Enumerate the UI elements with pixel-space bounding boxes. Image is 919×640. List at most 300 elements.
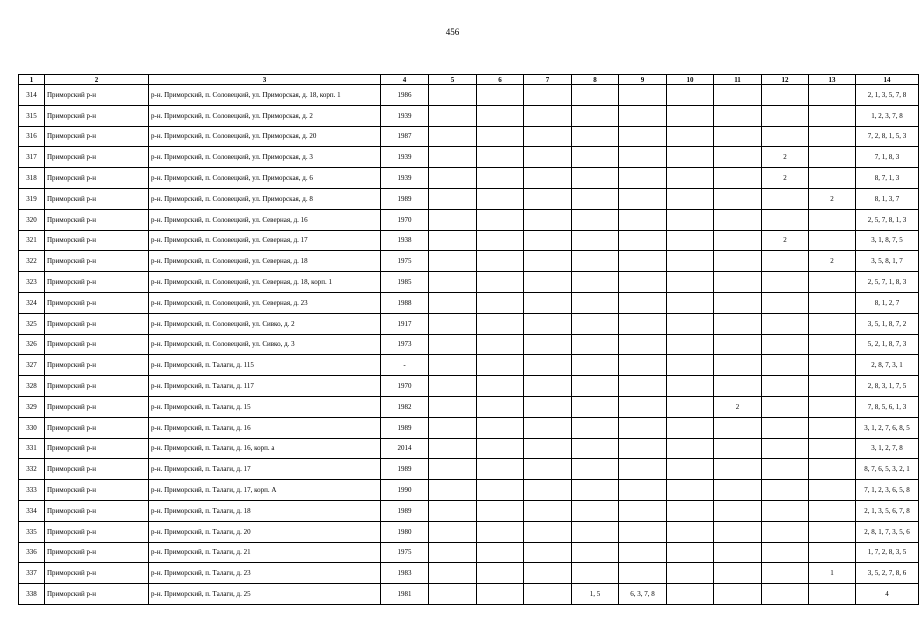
col13-cell — [809, 480, 856, 501]
col13-cell — [809, 147, 856, 168]
col7-cell — [524, 584, 572, 605]
row-number: 331 — [19, 438, 45, 459]
col6-cell — [477, 272, 524, 293]
address-cell: р-н. Приморский, п. Талаги, д. 17 — [149, 459, 381, 480]
col8-cell — [572, 417, 619, 438]
col12-cell — [762, 251, 809, 272]
col5-cell — [429, 563, 477, 584]
table-row — [19, 376, 919, 397]
address-cell: р-н. Приморский, п. Талаги, д. 15 — [149, 396, 381, 417]
column-header: 11 — [714, 75, 762, 85]
col9-cell — [619, 563, 667, 584]
col11-cell — [714, 521, 762, 542]
col6-cell — [477, 459, 524, 480]
col12-cell — [762, 355, 809, 376]
col9-cell — [619, 251, 667, 272]
col14-cell: 2, 8, 7, 3, 1 — [856, 355, 919, 376]
address-cell: р-н. Приморский, п. Соловецкий, ул. Приморская, д. 18, корп. 1 — [149, 85, 381, 106]
header-row — [19, 75, 919, 85]
col11-cell — [714, 188, 762, 209]
col6-cell — [477, 292, 524, 313]
row-number: 320 — [19, 209, 45, 230]
col8-cell — [572, 376, 619, 397]
col6-cell — [477, 563, 524, 584]
col5-cell — [429, 292, 477, 313]
col11-cell — [714, 230, 762, 251]
district-cell: Приморский р-н — [45, 396, 149, 417]
col13-cell: 1 — [809, 563, 856, 584]
row-number: 314 — [19, 85, 45, 106]
col10-cell — [667, 168, 714, 189]
col6-cell — [477, 209, 524, 230]
col14-cell: 2, 1, 3, 5, 7, 8 — [856, 85, 919, 106]
district-cell: Приморский р-н — [45, 230, 149, 251]
col8-cell — [572, 438, 619, 459]
row-number: 332 — [19, 459, 45, 480]
col5-cell — [429, 334, 477, 355]
col8-cell — [572, 500, 619, 521]
district-cell: Приморский р-н — [45, 376, 149, 397]
page-number: 456 — [445, 27, 460, 37]
col6-cell — [477, 105, 524, 126]
col10-cell — [667, 209, 714, 230]
col9-cell — [619, 355, 667, 376]
row-number: 324 — [19, 292, 45, 313]
col7-cell — [524, 272, 572, 293]
column-header: 1 — [19, 75, 45, 85]
year-cell: 1989 — [381, 459, 429, 480]
table-row — [19, 480, 919, 501]
col13-cell — [809, 500, 856, 521]
row-number: 328 — [19, 376, 45, 397]
col5-cell — [429, 500, 477, 521]
column-header: 3 — [149, 75, 381, 85]
col5-cell — [429, 521, 477, 542]
col11-cell — [714, 500, 762, 521]
col6-cell — [477, 147, 524, 168]
col6-cell — [477, 584, 524, 605]
year-cell: 1980 — [381, 521, 429, 542]
table-row — [19, 126, 919, 147]
col13-cell — [809, 542, 856, 563]
district-cell: Приморский р-н — [45, 147, 149, 168]
col7-cell — [524, 500, 572, 521]
col14-cell: 8, 7, 6, 5, 3, 2, 1 — [856, 459, 919, 480]
col9-cell — [619, 438, 667, 459]
col14-cell: 2, 8, 1, 7, 3, 5, 6 — [856, 521, 919, 542]
col7-cell — [524, 459, 572, 480]
col11-cell — [714, 417, 762, 438]
year-cell: 1989 — [381, 188, 429, 209]
col6-cell — [477, 542, 524, 563]
col12-cell — [762, 105, 809, 126]
col12-cell — [762, 417, 809, 438]
col11-cell — [714, 147, 762, 168]
year-cell: 1981 — [381, 584, 429, 605]
col14-cell: 3, 1, 8, 7, 5 — [856, 230, 919, 251]
col10-cell — [667, 376, 714, 397]
col12-cell — [762, 85, 809, 106]
col10-cell — [667, 355, 714, 376]
year-cell: 1982 — [381, 396, 429, 417]
table-row — [19, 396, 919, 417]
col9-cell — [619, 126, 667, 147]
col5-cell — [429, 272, 477, 293]
year-cell: 2014 — [381, 438, 429, 459]
year-cell: 1970 — [381, 376, 429, 397]
col6-cell — [477, 313, 524, 334]
table-row — [19, 251, 919, 272]
col8-cell — [572, 396, 619, 417]
col14-cell: 8, 1, 3, 7 — [856, 188, 919, 209]
address-cell: р-н. Приморский, п. Соловецкий, ул. Приморская, д. 3 — [149, 147, 381, 168]
col10-cell — [667, 105, 714, 126]
col8-cell — [572, 230, 619, 251]
col7-cell — [524, 563, 572, 584]
col7-cell — [524, 292, 572, 313]
col13-cell — [809, 376, 856, 397]
row-number: 336 — [19, 542, 45, 563]
col11-cell — [714, 209, 762, 230]
col13-cell — [809, 417, 856, 438]
col7-cell — [524, 126, 572, 147]
year-cell: 1987 — [381, 126, 429, 147]
row-number: 317 — [19, 147, 45, 168]
col9-cell — [619, 417, 667, 438]
address-cell: р-н. Приморский, п. Соловецкий, ул. Сивко, д. 3 — [149, 334, 381, 355]
col12-cell: 2 — [762, 147, 809, 168]
col10-cell — [667, 85, 714, 106]
col8-cell — [572, 521, 619, 542]
col5-cell — [429, 438, 477, 459]
row-number: 333 — [19, 480, 45, 501]
address-cell: р-н. Приморский, п. Талаги, д. 115 — [149, 355, 381, 376]
col10-cell — [667, 542, 714, 563]
col9-cell — [619, 521, 667, 542]
col8-cell — [572, 251, 619, 272]
table-row — [19, 209, 919, 230]
col13-cell — [809, 126, 856, 147]
col5-cell — [429, 85, 477, 106]
table-row — [19, 459, 919, 480]
col12-cell — [762, 438, 809, 459]
col7-cell — [524, 105, 572, 126]
col12-cell — [762, 584, 809, 605]
col7-cell — [524, 147, 572, 168]
col10-cell — [667, 292, 714, 313]
year-cell: - — [381, 355, 429, 376]
col5-cell — [429, 417, 477, 438]
col7-cell — [524, 396, 572, 417]
year-cell: 1985 — [381, 272, 429, 293]
col9-cell — [619, 396, 667, 417]
address-cell: р-н. Приморский, п. Соловецкий, ул. Приморская, д. 8 — [149, 188, 381, 209]
row-number: 338 — [19, 584, 45, 605]
col11-cell — [714, 105, 762, 126]
col13-cell — [809, 230, 856, 251]
row-number: 327 — [19, 355, 45, 376]
col8-cell — [572, 209, 619, 230]
col8-cell — [572, 292, 619, 313]
column-header: 2 — [45, 75, 149, 85]
address-cell: р-н. Приморский, п. Соловецкий, ул. Северная, д. 23 — [149, 292, 381, 313]
table-row — [19, 292, 919, 313]
district-cell: Приморский р-н — [45, 292, 149, 313]
col14-cell: 2, 1, 3, 5, 6, 7, 8 — [856, 500, 919, 521]
row-number: 319 — [19, 188, 45, 209]
row-number: 329 — [19, 396, 45, 417]
table-row — [19, 521, 919, 542]
col10-cell — [667, 480, 714, 501]
col13-cell — [809, 105, 856, 126]
col14-cell: 1, 7, 2, 8, 3, 5 — [856, 542, 919, 563]
col10-cell — [667, 417, 714, 438]
row-number: 323 — [19, 272, 45, 293]
address-cell: р-н. Приморский, п. Талаги, д. 20 — [149, 521, 381, 542]
col11-cell — [714, 251, 762, 272]
col7-cell — [524, 334, 572, 355]
table-row — [19, 334, 919, 355]
col7-cell — [524, 438, 572, 459]
district-cell: Приморский р-н — [45, 542, 149, 563]
col12-cell — [762, 313, 809, 334]
col14-cell: 8, 7, 1, 3 — [856, 168, 919, 189]
col8-cell — [572, 188, 619, 209]
col10-cell — [667, 147, 714, 168]
year-cell: 1939 — [381, 168, 429, 189]
district-cell: Приморский р-н — [45, 251, 149, 272]
col7-cell — [524, 542, 572, 563]
col12-cell — [762, 334, 809, 355]
col8-cell — [572, 272, 619, 293]
table-row — [19, 355, 919, 376]
col5-cell — [429, 126, 477, 147]
col14-cell: 1, 2, 3, 7, 8 — [856, 105, 919, 126]
col13-cell — [809, 168, 856, 189]
col9-cell — [619, 209, 667, 230]
col11-cell — [714, 355, 762, 376]
col12-cell — [762, 188, 809, 209]
col8-cell: 1, 5 — [572, 584, 619, 605]
col14-cell: 5, 2, 1, 8, 7, 3 — [856, 334, 919, 355]
row-number: 322 — [19, 251, 45, 272]
col10-cell — [667, 459, 714, 480]
col12-cell — [762, 396, 809, 417]
col12-cell — [762, 376, 809, 397]
district-cell: Приморский р-н — [45, 355, 149, 376]
address-cell: р-н. Приморский, п. Соловецкий, ул. Северная, д. 16 — [149, 209, 381, 230]
col12-cell — [762, 272, 809, 293]
col9-cell — [619, 230, 667, 251]
col7-cell — [524, 230, 572, 251]
col9-cell — [619, 188, 667, 209]
col5-cell — [429, 105, 477, 126]
col5-cell — [429, 251, 477, 272]
col9-cell — [619, 85, 667, 106]
col11-cell — [714, 85, 762, 106]
row-number: 330 — [19, 417, 45, 438]
col14-cell: 3, 5, 1, 8, 7, 2 — [856, 313, 919, 334]
col14-cell: 7, 8, 5, 6, 1, 3 — [856, 396, 919, 417]
column-header: 4 — [381, 75, 429, 85]
col13-cell — [809, 292, 856, 313]
district-cell: Приморский р-н — [45, 126, 149, 147]
col13-cell — [809, 85, 856, 106]
col9-cell — [619, 105, 667, 126]
col10-cell — [667, 251, 714, 272]
col11-cell — [714, 438, 762, 459]
col14-cell: 3, 1, 2, 7, 8 — [856, 438, 919, 459]
col8-cell — [572, 85, 619, 106]
col12-cell — [762, 521, 809, 542]
col6-cell — [477, 355, 524, 376]
col6-cell — [477, 126, 524, 147]
column-header: 6 — [477, 75, 524, 85]
table-row — [19, 168, 919, 189]
year-cell: 1917 — [381, 313, 429, 334]
row-number: 335 — [19, 521, 45, 542]
col5-cell — [429, 396, 477, 417]
col7-cell — [524, 355, 572, 376]
address-cell: р-н. Приморский, п. Талаги, д. 117 — [149, 376, 381, 397]
col6-cell — [477, 85, 524, 106]
row-number: 316 — [19, 126, 45, 147]
district-cell: Приморский р-н — [45, 459, 149, 480]
col13-cell — [809, 334, 856, 355]
table-row — [19, 188, 919, 209]
address-cell: р-н. Приморский, п. Соловецкий, ул. Сивко, д. 2 — [149, 313, 381, 334]
col13-cell: 2 — [809, 188, 856, 209]
col6-cell — [477, 521, 524, 542]
address-cell: р-н. Приморский, п. Талаги, д. 18 — [149, 500, 381, 521]
col11-cell — [714, 542, 762, 563]
district-cell: Приморский р-н — [45, 188, 149, 209]
col13-cell — [809, 438, 856, 459]
col14-cell: 2, 5, 7, 8, 1, 3 — [856, 209, 919, 230]
col11-cell — [714, 563, 762, 584]
col11-cell — [714, 334, 762, 355]
address-cell: р-н. Приморский, п. Соловецкий, ул. Северная, д. 17 — [149, 230, 381, 251]
table-row — [19, 584, 919, 605]
year-cell: 1983 — [381, 563, 429, 584]
col5-cell — [429, 168, 477, 189]
col12-cell — [762, 480, 809, 501]
col12-cell — [762, 292, 809, 313]
row-number: 337 — [19, 563, 45, 584]
col7-cell — [524, 188, 572, 209]
col11-cell — [714, 126, 762, 147]
row-number: 318 — [19, 168, 45, 189]
column-header: 12 — [762, 75, 809, 85]
col11-cell — [714, 292, 762, 313]
row-number: 326 — [19, 334, 45, 355]
col9-cell — [619, 168, 667, 189]
col9-cell — [619, 459, 667, 480]
col13-cell — [809, 313, 856, 334]
col6-cell — [477, 251, 524, 272]
col11-cell — [714, 480, 762, 501]
col13-cell — [809, 209, 856, 230]
district-cell: Приморский р-н — [45, 438, 149, 459]
col7-cell — [524, 85, 572, 106]
address-cell: р-н. Приморский, п. Соловецкий, ул. Северная, д. 18, корп. 1 — [149, 272, 381, 293]
district-cell: Приморский р-н — [45, 85, 149, 106]
col7-cell — [524, 209, 572, 230]
year-cell: 1938 — [381, 230, 429, 251]
year-cell: 1975 — [381, 542, 429, 563]
col6-cell — [477, 417, 524, 438]
col12-cell: 2 — [762, 230, 809, 251]
col13-cell — [809, 584, 856, 605]
col8-cell — [572, 542, 619, 563]
col11-cell: 2 — [714, 396, 762, 417]
col14-cell: 7, 2, 8, 1, 5, 3 — [856, 126, 919, 147]
row-number: 315 — [19, 105, 45, 126]
table-row — [19, 417, 919, 438]
table-row — [19, 500, 919, 521]
col6-cell — [477, 188, 524, 209]
col5-cell — [429, 584, 477, 605]
district-cell: Приморский р-н — [45, 168, 149, 189]
col13-cell — [809, 396, 856, 417]
col8-cell — [572, 313, 619, 334]
year-cell: 1990 — [381, 480, 429, 501]
col9-cell — [619, 147, 667, 168]
col13-cell — [809, 521, 856, 542]
col13-cell — [809, 272, 856, 293]
col13-cell — [809, 459, 856, 480]
col8-cell — [572, 563, 619, 584]
district-cell: Приморский р-н — [45, 272, 149, 293]
district-cell: Приморский р-н — [45, 521, 149, 542]
column-header: 10 — [667, 75, 714, 85]
col12-cell — [762, 126, 809, 147]
table-row — [19, 438, 919, 459]
col5-cell — [429, 313, 477, 334]
col10-cell — [667, 126, 714, 147]
district-cell: Приморский р-н — [45, 105, 149, 126]
col12-cell — [762, 500, 809, 521]
column-header: 13 — [809, 75, 856, 85]
col6-cell — [477, 334, 524, 355]
address-cell: р-н. Приморский, п. Соловецкий, ул. Приморская, д. 6 — [149, 168, 381, 189]
district-cell: Приморский р-н — [45, 500, 149, 521]
year-cell: 1989 — [381, 417, 429, 438]
district-cell: Приморский р-н — [45, 584, 149, 605]
col11-cell — [714, 313, 762, 334]
col14-cell: 3, 5, 8, 1, 7 — [856, 251, 919, 272]
col14-cell: 4 — [856, 584, 919, 605]
col14-cell: 8, 1, 2, 7 — [856, 292, 919, 313]
col6-cell — [477, 168, 524, 189]
col11-cell — [714, 272, 762, 293]
col7-cell — [524, 313, 572, 334]
col9-cell — [619, 480, 667, 501]
col10-cell — [667, 396, 714, 417]
district-cell: Приморский р-н — [45, 334, 149, 355]
col11-cell — [714, 459, 762, 480]
col9-cell — [619, 292, 667, 313]
col5-cell — [429, 480, 477, 501]
col10-cell — [667, 230, 714, 251]
col5-cell — [429, 542, 477, 563]
col10-cell — [667, 313, 714, 334]
table-row — [19, 563, 919, 584]
table-row — [19, 542, 919, 563]
table-row — [19, 272, 919, 293]
col8-cell — [572, 355, 619, 376]
col8-cell — [572, 126, 619, 147]
